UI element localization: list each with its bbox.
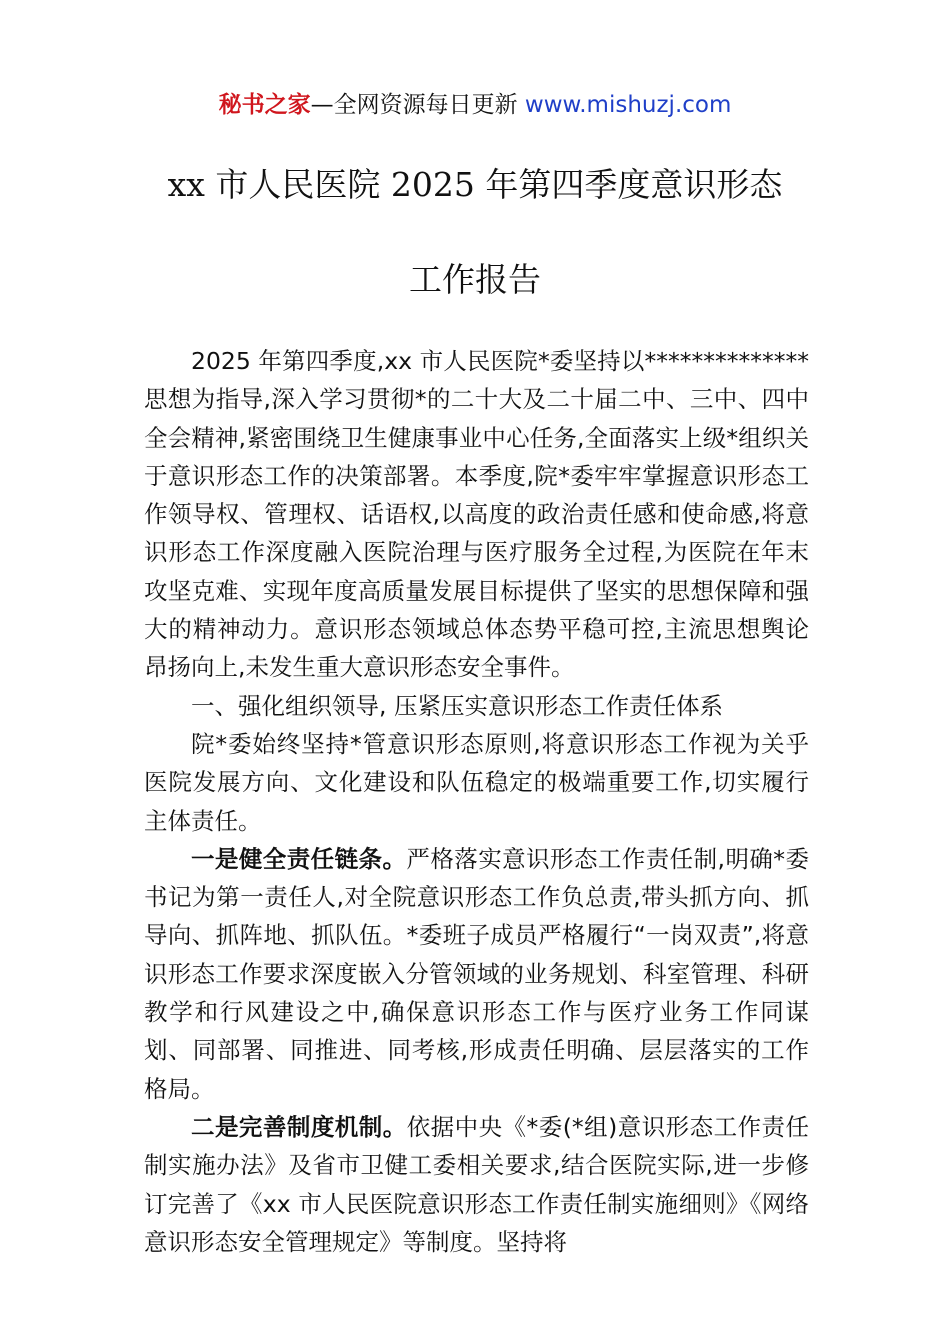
item1-lead: 一是健全责任链条。 (191, 844, 407, 873)
document-body (144, 342, 809, 1261)
item2-text: 依据中央《*委(*组)意识形态工作责任制实施办法》及省市卫健工委相关要求,结合医院实际,进一步修订完善了《xx 市人民医院意识形态工作责任制实施细则》《网络意识形态安全管理规定》等制度。坚持将 (144, 1112, 810, 1256)
site-url-link[interactable]: www.mishuzj.com (524, 92, 732, 118)
section-intro-paragraph: 院*委始终坚持*管意识形态原则,将意识形态工作视为关乎医院发展方向、文化建设和队伍稳定的极端重要工作,切实履行主体责任。 (144, 729, 809, 835)
intro-paragraph: 2025 年第四季度,xx 市人民医院*委坚持以**************思想为指导,深入学习贯彻*的二十大及二十届二中、三中、四中全会精神,紧密围绕卫生健康事业中心任务,全面落实上级*组织关于意识形态工作的决策部署。本季度,院*委牢牢掌握意识形态工作领导权、管理权、话语权,以高度的政治责任感和使命感,将意识形态工作深度融入医院治理与医疗服务全过程,为医院在年末攻坚克难、实现年度高质量发展目标提供了坚实的思想保障和强大的精神动力。意识形态领域总体态势平稳可控,主流思想舆论昂扬向上,未发生重大意识形态安全事件。 (144, 347, 809, 682)
item2-paragraph (144, 1108, 809, 1261)
item1-paragraph (144, 840, 809, 1108)
document-title-line1: xx 市人民医院 2025 年第四季度意识形态 (167, 165, 783, 204)
document-title-line2: 工作报告 (409, 260, 541, 299)
site-brand: 秘书之家 (218, 92, 311, 118)
item1-text: 严格落实意识形态工作责任制,明确*委书记为第一责任人,对全院意识形态工作负总责,带头抓方向、抓导向、抓阵地、抓队伍。*委班子成员严格履行“一岗双责”,将意识形态工作要求深度嵌入分管领域的业务规划、科室管理、科研教学和行风建设之中,确保意识形态工作与医疗业务工作同谋划、同部署、同推进、同考核,形成责任明确、层层落实的工作格局。 (144, 844, 809, 1103)
section-heading: 一、强化组织领导, 压紧压实意识形态工作责任体系 (191, 691, 723, 720)
site-header (0, 86, 950, 124)
item2-lead: 二是完善制度机制。 (191, 1112, 407, 1141)
site-slogan: —全网资源每日更新 (310, 92, 525, 118)
